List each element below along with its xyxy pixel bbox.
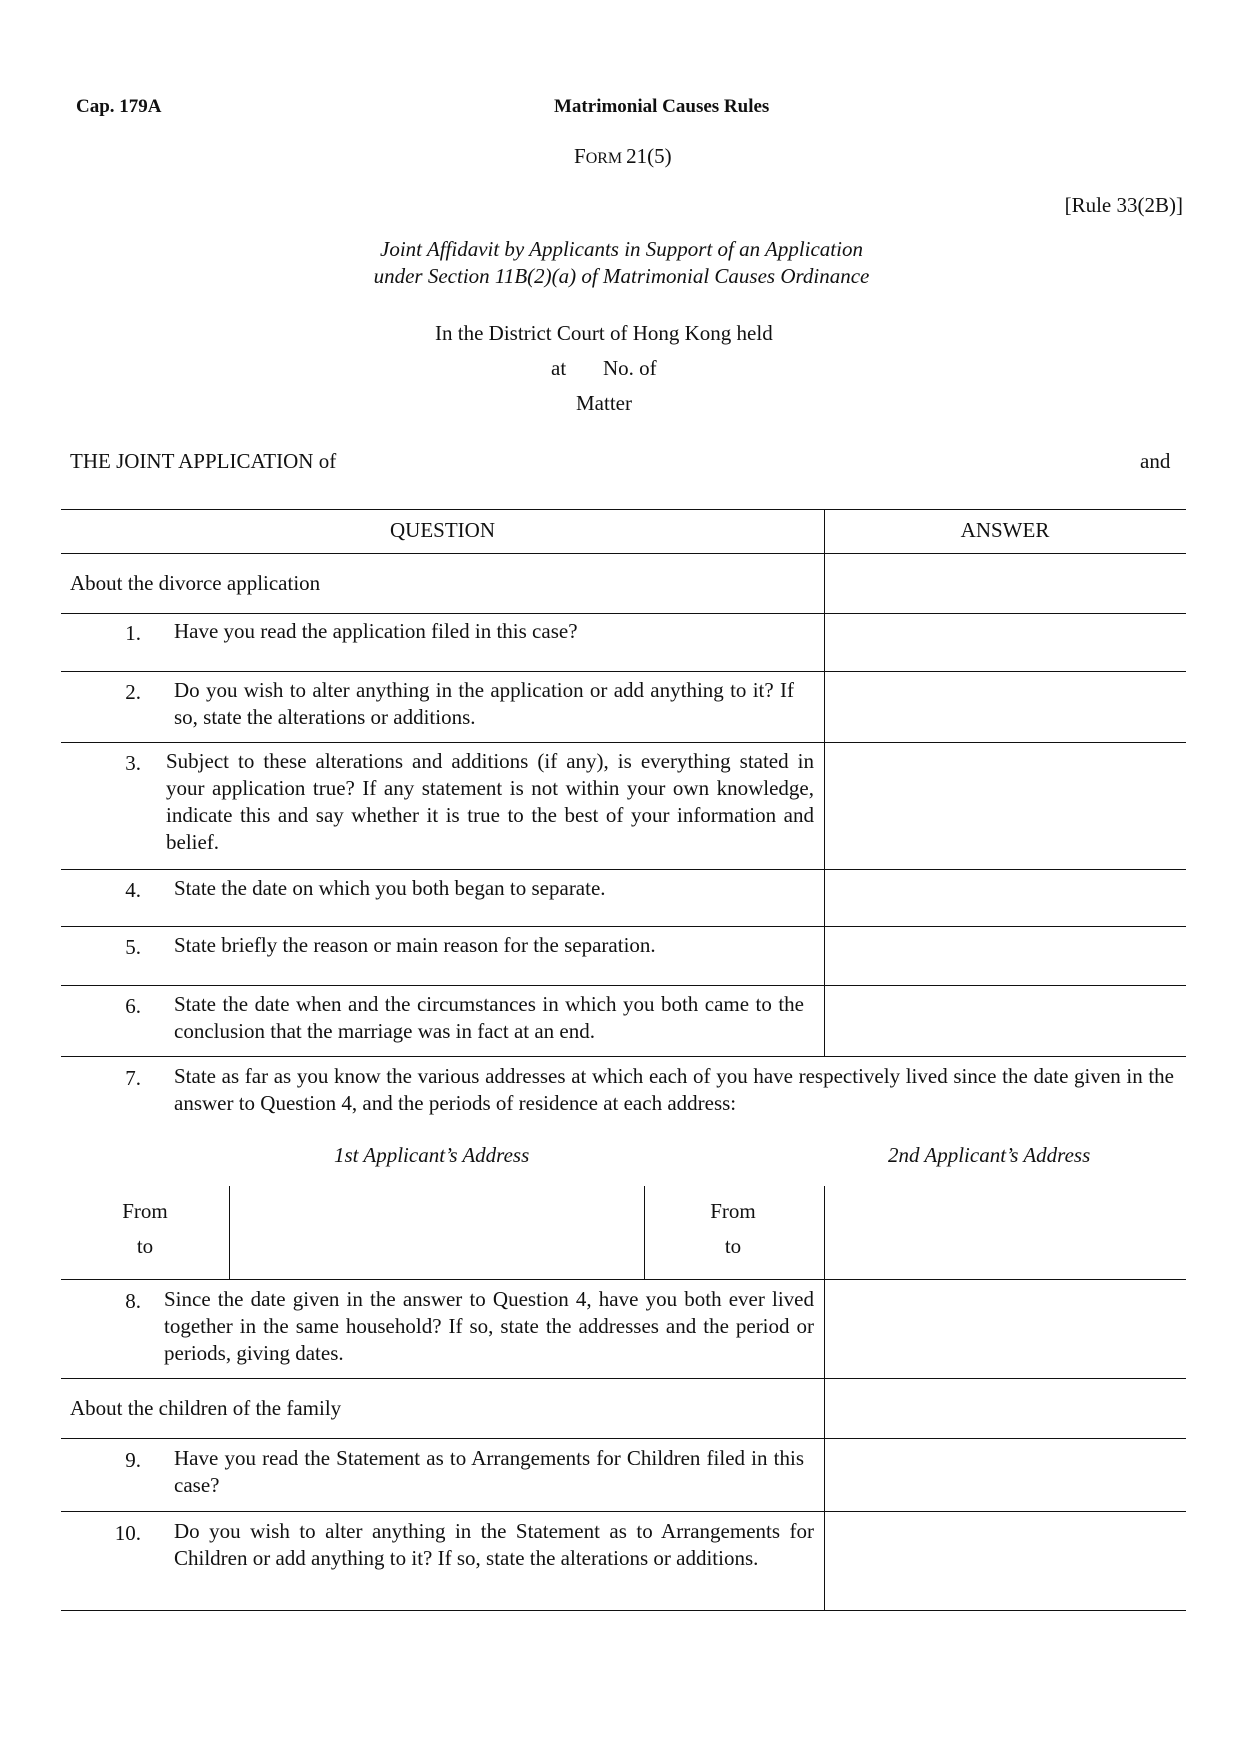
question-text: State the date when and the circumstances in which you both came to the conclusion that the marriage was in fact at an end.	[174, 992, 804, 1043]
table-rule	[61, 671, 1186, 672]
joint-application-label: THE JOINT APPLICATION of	[70, 449, 337, 473]
question-number: 7.	[125, 1066, 141, 1090]
form-number	[574, 144, 672, 169]
answer-column-divider	[824, 1186, 825, 1610]
form-prefix-rest: ORM	[585, 150, 623, 167]
second-applicant-address-label: 2nd Applicant’s Address	[888, 1143, 1091, 1167]
question-number: 3.	[125, 751, 141, 775]
court-at: at	[551, 356, 567, 380]
question-header: QUESTION	[390, 518, 495, 542]
question-text: State briefly the reason or main reason for the separation.	[174, 933, 656, 957]
affidavit-title-line2: under Section 11B(2)(a) of Matrimonial Causes Ordinance	[373, 264, 870, 288]
question-number: 1.	[125, 621, 141, 645]
first-from-label: From	[122, 1199, 168, 1223]
question-number: 4.	[125, 878, 141, 902]
table-rule	[61, 1511, 1186, 1512]
table-rule	[61, 1056, 1186, 1057]
table-rule	[61, 869, 1186, 870]
table-rule	[61, 1279, 1186, 1280]
first-to-label: to	[136, 1234, 154, 1258]
form-prefix-cap: F	[574, 144, 586, 168]
question-number: 8.	[125, 1289, 141, 1313]
rule-reference: [Rule 33(2B)]	[1064, 193, 1183, 217]
rules-title: Matrimonial Causes Rules	[554, 96, 770, 117]
joint-application-and: and	[1140, 449, 1171, 473]
question-number: 9.	[125, 1448, 141, 1472]
affidavit-title-line1: Joint Affidavit by Applicants in Support of an Application	[380, 237, 863, 261]
question-text: State as far as you know the various addresses at which each of you have respectively lived since the date given in the answer to Question 4, and the periods of residence at each address:	[174, 1064, 1174, 1115]
question-text: Since the date given in the answer to Question 4, have you both ever lived together in the same household? If so, state the addresses and the period or periods, giving dates.	[164, 1287, 814, 1365]
court-line: In the District Court of Hong Kong held	[435, 321, 773, 345]
table-rule	[61, 985, 1186, 986]
question-text: Have you read the application filed in this case?	[174, 619, 578, 643]
second-to-label: to	[724, 1234, 742, 1258]
table-rule	[61, 613, 1186, 614]
section-children-heading: About the children of the family	[70, 1396, 342, 1420]
chapter-label: Cap. 179A	[76, 96, 162, 117]
section-divorce-heading: About the divorce application	[70, 571, 321, 595]
question-text: Do you wish to alter anything in the Statement as to Arrangements for Children or add anything to it? If so, state the alterations or additions.	[174, 1519, 814, 1570]
table-rule	[61, 1378, 1186, 1379]
question-text: Subject to these alterations and additions (if any), is everything stated in your application true? If any statement is not within your own knowledge, indicate this and say whether it is true to the best of your information and belief.	[166, 749, 814, 854]
first-applicant-address-label: 1st Applicant’s Address	[334, 1143, 530, 1167]
address-divider	[644, 1186, 645, 1279]
question-number: 6.	[125, 994, 141, 1018]
question-text: Have you read the Statement as to Arrangements for Children filed in this case?	[174, 1446, 804, 1497]
court-no-of: No. of	[603, 356, 657, 380]
second-from-label: From	[710, 1199, 756, 1223]
question-number: 5.	[125, 935, 141, 959]
question-number: 10.	[114, 1521, 141, 1545]
form-number-value: 21(5)	[626, 144, 672, 168]
court-matter: Matter	[576, 391, 632, 415]
table-rule	[61, 553, 1186, 554]
question-text: State the date on which you both began to separate.	[174, 876, 606, 900]
table-top-rule	[61, 509, 1186, 510]
question-number: 2.	[125, 680, 141, 704]
address-divider	[229, 1186, 230, 1279]
table-bottom-rule	[61, 1610, 1186, 1611]
answer-column-divider	[824, 509, 825, 1056]
table-rule	[61, 742, 1186, 743]
table-rule	[61, 1438, 1186, 1439]
answer-header: ANSWER	[960, 518, 1050, 542]
question-text: Do you wish to alter anything in the application or add anything to it? If so, state the alterations or additions.	[174, 678, 794, 729]
table-rule	[61, 926, 1186, 927]
